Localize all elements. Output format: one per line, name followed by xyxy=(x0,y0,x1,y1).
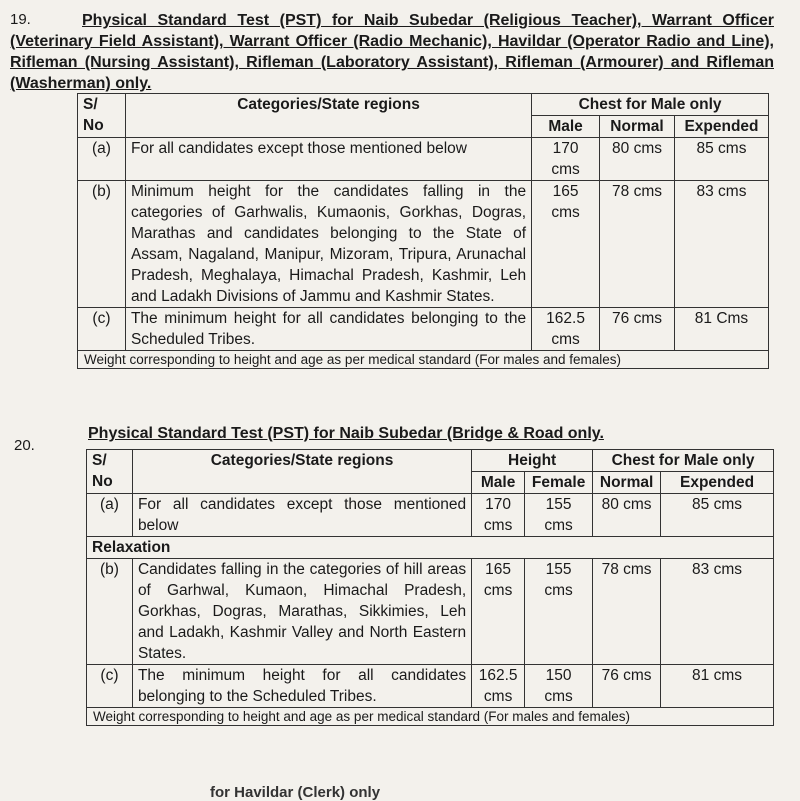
row-male: 165 cms xyxy=(472,559,525,665)
table-footer-row xyxy=(78,351,769,369)
row-sno: (c) xyxy=(78,308,126,351)
row-normal: 76 cms xyxy=(593,665,661,708)
row-category: The minimum height for all candidates belonging to the Scheduled Tribes. xyxy=(125,308,531,351)
header-expended: Expended xyxy=(674,116,768,138)
row-female: 155 cms xyxy=(525,494,593,537)
header-normal: Normal xyxy=(593,472,661,494)
row-normal: 78 cms xyxy=(593,559,661,665)
section-19-table xyxy=(77,93,769,369)
table-row xyxy=(87,665,774,708)
header-normal: Normal xyxy=(600,116,675,138)
header-male: Male xyxy=(532,116,600,138)
row-normal: 80 cms xyxy=(593,494,661,537)
header-expended: Expended xyxy=(661,472,774,494)
row-male: 170 cms xyxy=(532,138,600,181)
row-female: 155 cms xyxy=(525,559,593,665)
next-section-heading-fragment: for Havildar (Clerk) only xyxy=(210,784,381,801)
section-20-number: 20. xyxy=(14,437,35,454)
table-header-row xyxy=(78,94,769,116)
header-female: Female xyxy=(525,472,593,494)
row-category: Candidates falling in the categories of hill areas of Garhwal, Kumaon, Himachal Pradesh, Gorkhas, Dogras, Marathas, Sikkimies, Leh and Ladakh, Kashmir Valley and North Eastern States. xyxy=(132,559,471,665)
header-chest: Chest for Male only xyxy=(532,94,769,116)
row-expended: 83 cms xyxy=(661,559,774,665)
table-row xyxy=(78,138,769,181)
row-sno: (b) xyxy=(78,181,126,308)
header-chest: Chest for Male only xyxy=(593,450,774,472)
header-height: Height xyxy=(472,450,593,472)
table-header-row xyxy=(87,450,774,472)
row-male: 165 cms xyxy=(532,181,600,308)
row-category: The minimum height for all candidates belonging to the Scheduled Tribes. xyxy=(132,665,471,708)
row-category: For all candidates except those mentioned below xyxy=(125,138,531,181)
row-male: 170 cms xyxy=(472,494,525,537)
row-normal: 80 cms xyxy=(600,138,675,181)
table-row xyxy=(87,559,774,665)
section-19-heading: Physical Standard Test (PST) for Naib Subedar (Religious Teacher), Warrant Officer (Veterinary Field Assistant), Warrant Officer (Radio Mechanic), Havildar (Operator Radio and Line), Rifleman (Nursing Assistant), Rifleman (Laboratory Assistant), Rifleman (Armourer) and Rifleman (Washerman) only. xyxy=(10,12,774,92)
header-sno: S/ No xyxy=(78,94,126,138)
table-footer: Weight corresponding to height and age as per medical standard (For males and females) xyxy=(87,708,774,726)
row-female: 150 cms xyxy=(525,665,593,708)
table-row xyxy=(87,494,774,537)
row-expended: 85 cms xyxy=(674,138,768,181)
table-row xyxy=(78,308,769,351)
row-male: 162.5 cms xyxy=(472,665,525,708)
header-male: Male xyxy=(472,472,525,494)
row-sno: (a) xyxy=(78,138,126,181)
relaxation-label: Relaxation xyxy=(87,537,774,559)
section-20-table xyxy=(86,449,774,726)
table-row xyxy=(78,181,769,308)
row-normal: 78 cms xyxy=(600,181,675,308)
header-categories: Categories/State regions xyxy=(132,450,471,494)
row-category: Minimum height for the candidates falling in the categories of Garhwalis, Kumaonis, Gorkhas, Dogras, Marathas and candidates belonging to the State of Assam, Nagaland, Manipur, Mizoram, Tripura, Arunachal Pradesh, Meghalaya, Himachal Pradesh, Kashmir, Leh and Ladakh Divisions of Jammu and Kashmir States. xyxy=(125,181,531,308)
table-footer-row xyxy=(87,708,774,726)
header-sno: S/ No xyxy=(87,450,133,494)
section-20-heading: Physical Standard Test (PST) for Naib Subedar (Bridge & Road only. xyxy=(88,425,604,442)
header-categories: Categories/State regions xyxy=(125,94,531,138)
row-sno: (a) xyxy=(87,494,133,537)
row-male: 162.5 cms xyxy=(532,308,600,351)
section-19-number: 19. xyxy=(10,11,31,28)
row-expended: 83 cms xyxy=(674,181,768,308)
relaxation-row xyxy=(87,537,774,559)
table-footer: Weight corresponding to height and age as per medical standard (For males and females) xyxy=(78,351,769,369)
row-expended: 81 cms xyxy=(661,665,774,708)
row-sno: (c) xyxy=(87,665,133,708)
row-sno: (b) xyxy=(87,559,133,665)
row-category: For all candidates except those mentioned below xyxy=(132,494,471,537)
row-expended: 81 Cms xyxy=(674,308,768,351)
row-normal: 76 cms xyxy=(600,308,675,351)
row-expended: 85 cms xyxy=(661,494,774,537)
